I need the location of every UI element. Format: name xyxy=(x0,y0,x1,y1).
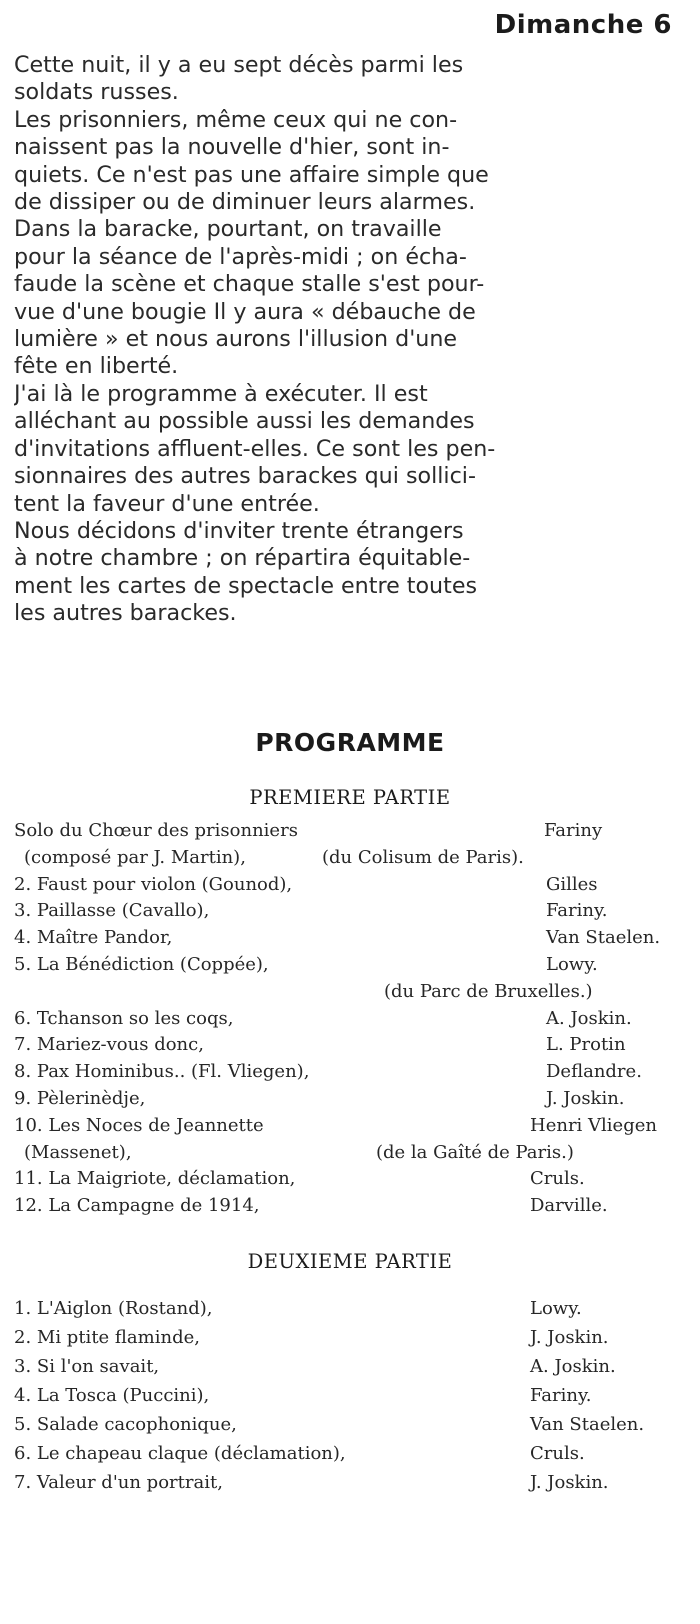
programme-row xyxy=(14,1439,682,1468)
programme-item: 6. Le chapeau claque (déclamation), xyxy=(14,1443,346,1464)
programme-performer: Cruls. xyxy=(530,1443,585,1464)
programme-row xyxy=(14,845,682,872)
programme-item: 2. Faust pour violon (Gounod), xyxy=(14,873,293,895)
programme-performer: Deflandre. xyxy=(546,1061,642,1083)
text-line: sionnaires des autres barackes qui sollici- xyxy=(14,463,476,490)
text-line: de dissiper ou de diminuer leurs alarmes. xyxy=(14,189,476,216)
programme-row xyxy=(14,1113,682,1140)
programme-item: 6. Tchanson so les coqs, xyxy=(14,1007,234,1029)
programme-performer: Van Staelen. xyxy=(546,927,661,949)
programme-performer: J. Joskin. xyxy=(546,1087,625,1109)
text-line: naissent pas la nouvelle d'hier, sont in- xyxy=(14,134,450,161)
programme-performer: Henri Vliegen xyxy=(530,1114,657,1136)
programme-performer: Fariny xyxy=(544,820,603,841)
programme-performer: Fariny. xyxy=(546,900,608,922)
programme-item: 5. Salade cacophonique, xyxy=(14,1414,237,1435)
programme-performer: Darville. xyxy=(530,1195,608,1217)
programme-item: (Massenet), xyxy=(24,1141,132,1163)
programme-row xyxy=(14,1059,682,1086)
programme-item: (composé par J. Martin), xyxy=(24,846,246,868)
programme-item: 4. La Tosca (Puccini), xyxy=(14,1385,210,1406)
programme-venue: (de la Gaîté de Paris.) xyxy=(376,1141,574,1163)
programme-performer: Fariny. xyxy=(530,1385,592,1406)
programme-performer: Lowy. xyxy=(546,953,598,975)
text-line: ment les cartes de spectacle entre toutes xyxy=(14,572,478,599)
programme-performer: A. Joskin. xyxy=(530,1356,616,1377)
programme-row xyxy=(14,1323,682,1352)
programme-title: PROGRAMME xyxy=(255,728,445,757)
programme-item: 9. Pèlerinèdje, xyxy=(14,1087,146,1109)
text-line: Nous décidons d'inviter trente étrangers xyxy=(14,517,464,544)
text-line: vue d'une bougie Il y aura « débauche de xyxy=(14,298,476,325)
text-line: faude la scène et chaque stalle s'est pour- xyxy=(14,271,485,298)
programme-venue: (du Colisum de Paris). xyxy=(322,846,524,868)
programme-row xyxy=(14,1032,682,1059)
programme-item: 2. Mi ptite flaminde, xyxy=(14,1327,200,1348)
programme-item: 7. Mariez-vous donc, xyxy=(14,1034,204,1056)
programme-row xyxy=(14,1140,682,1167)
programme-row xyxy=(14,925,682,952)
programme-row xyxy=(14,952,682,979)
text-line: lumière » et nous aurons l'illusion d'une xyxy=(14,326,458,353)
programme-performer: Lowy. xyxy=(530,1298,582,1319)
programme-performer: J. Joskin. xyxy=(530,1472,609,1493)
programme-item: 3. Paillasse (Cavallo), xyxy=(14,900,210,922)
part-two-heading: DEUXIEME PARTIE xyxy=(247,1250,453,1273)
text-line: tent la faveur d'une entrée. xyxy=(14,490,320,517)
text-line: Dans la baracke, pourtant, on travaille xyxy=(14,216,442,243)
text-line: soldats russes. xyxy=(14,79,179,106)
programme-performer: A. Joskin. xyxy=(546,1007,632,1029)
programme-performer: Van Staelen. xyxy=(530,1414,645,1435)
programme-row xyxy=(14,1468,682,1497)
programme-performer: L. Protin xyxy=(546,1034,626,1056)
programme-row xyxy=(14,1294,682,1323)
text-line: à notre chambre ; on répartira équitable- xyxy=(14,545,471,572)
programme-row xyxy=(14,1086,682,1113)
text-line: Cette nuit, il y a eu sept décès parmi les xyxy=(14,52,464,78)
programme-part-one xyxy=(14,818,682,1220)
programme-row xyxy=(14,1006,682,1033)
text-line: quiets. Ce n'est pas une affaire simple que xyxy=(14,161,489,188)
part-one-heading: PREMIERE PARTIE xyxy=(249,786,451,809)
programme-part-two xyxy=(14,1294,682,1497)
text-line: J'ai là le programme à exécuter. Il est xyxy=(14,380,428,407)
programme-item: 11. La Maigriote, déclamation, xyxy=(14,1168,296,1190)
programme-item: 12. La Campagne de 1914, xyxy=(14,1195,260,1217)
programme-item: 7. Valeur d'un portrait, xyxy=(14,1472,223,1493)
programme-row xyxy=(14,1166,682,1193)
programme-row xyxy=(14,818,682,845)
programme-item: 8. Pax Hominibus.. (Fl. Vliegen), xyxy=(14,1061,310,1083)
text-line: alléchant au possible aussi les demandes xyxy=(14,408,475,435)
page-header-date: Dimanche 6 xyxy=(494,10,672,40)
programme-performer: Cruls. xyxy=(530,1168,585,1190)
programme-venue: (du Parc de Bruxelles.) xyxy=(384,980,593,1002)
programme-item: 5. La Bénédiction (Coppée), xyxy=(14,953,269,975)
programme-row xyxy=(14,1410,682,1439)
programme-item: 1. L'Aiglon (Rostand), xyxy=(14,1298,213,1319)
programme-item: 10. Les Noces de Jeannette xyxy=(14,1114,264,1136)
text-line: pour la séance de l'après-midi ; on écha- xyxy=(14,243,467,270)
programme-row xyxy=(14,979,682,1006)
text-line: fête en liberté. xyxy=(14,353,179,380)
programme-item: Solo du Chœur des prisonniers xyxy=(14,820,298,841)
programme-performer: J. Joskin. xyxy=(530,1327,609,1348)
programme-row xyxy=(14,898,682,925)
programme-row xyxy=(14,1193,682,1220)
diary-text xyxy=(14,52,690,628)
programme-item: 3. Si l'on savait, xyxy=(14,1356,160,1377)
programme-row xyxy=(14,1381,682,1410)
text-line: d'invitations affluent-elles. Ce sont les pen- xyxy=(14,435,496,462)
text-line: Les prisonniers, même ceux qui ne con- xyxy=(14,106,458,133)
programme-performer: Gilles xyxy=(546,873,598,895)
text-line: les autres barackes. xyxy=(14,600,237,627)
programme-row xyxy=(14,1352,682,1381)
programme-row xyxy=(14,872,682,899)
programme-item: 4. Maître Pandor, xyxy=(14,927,173,949)
